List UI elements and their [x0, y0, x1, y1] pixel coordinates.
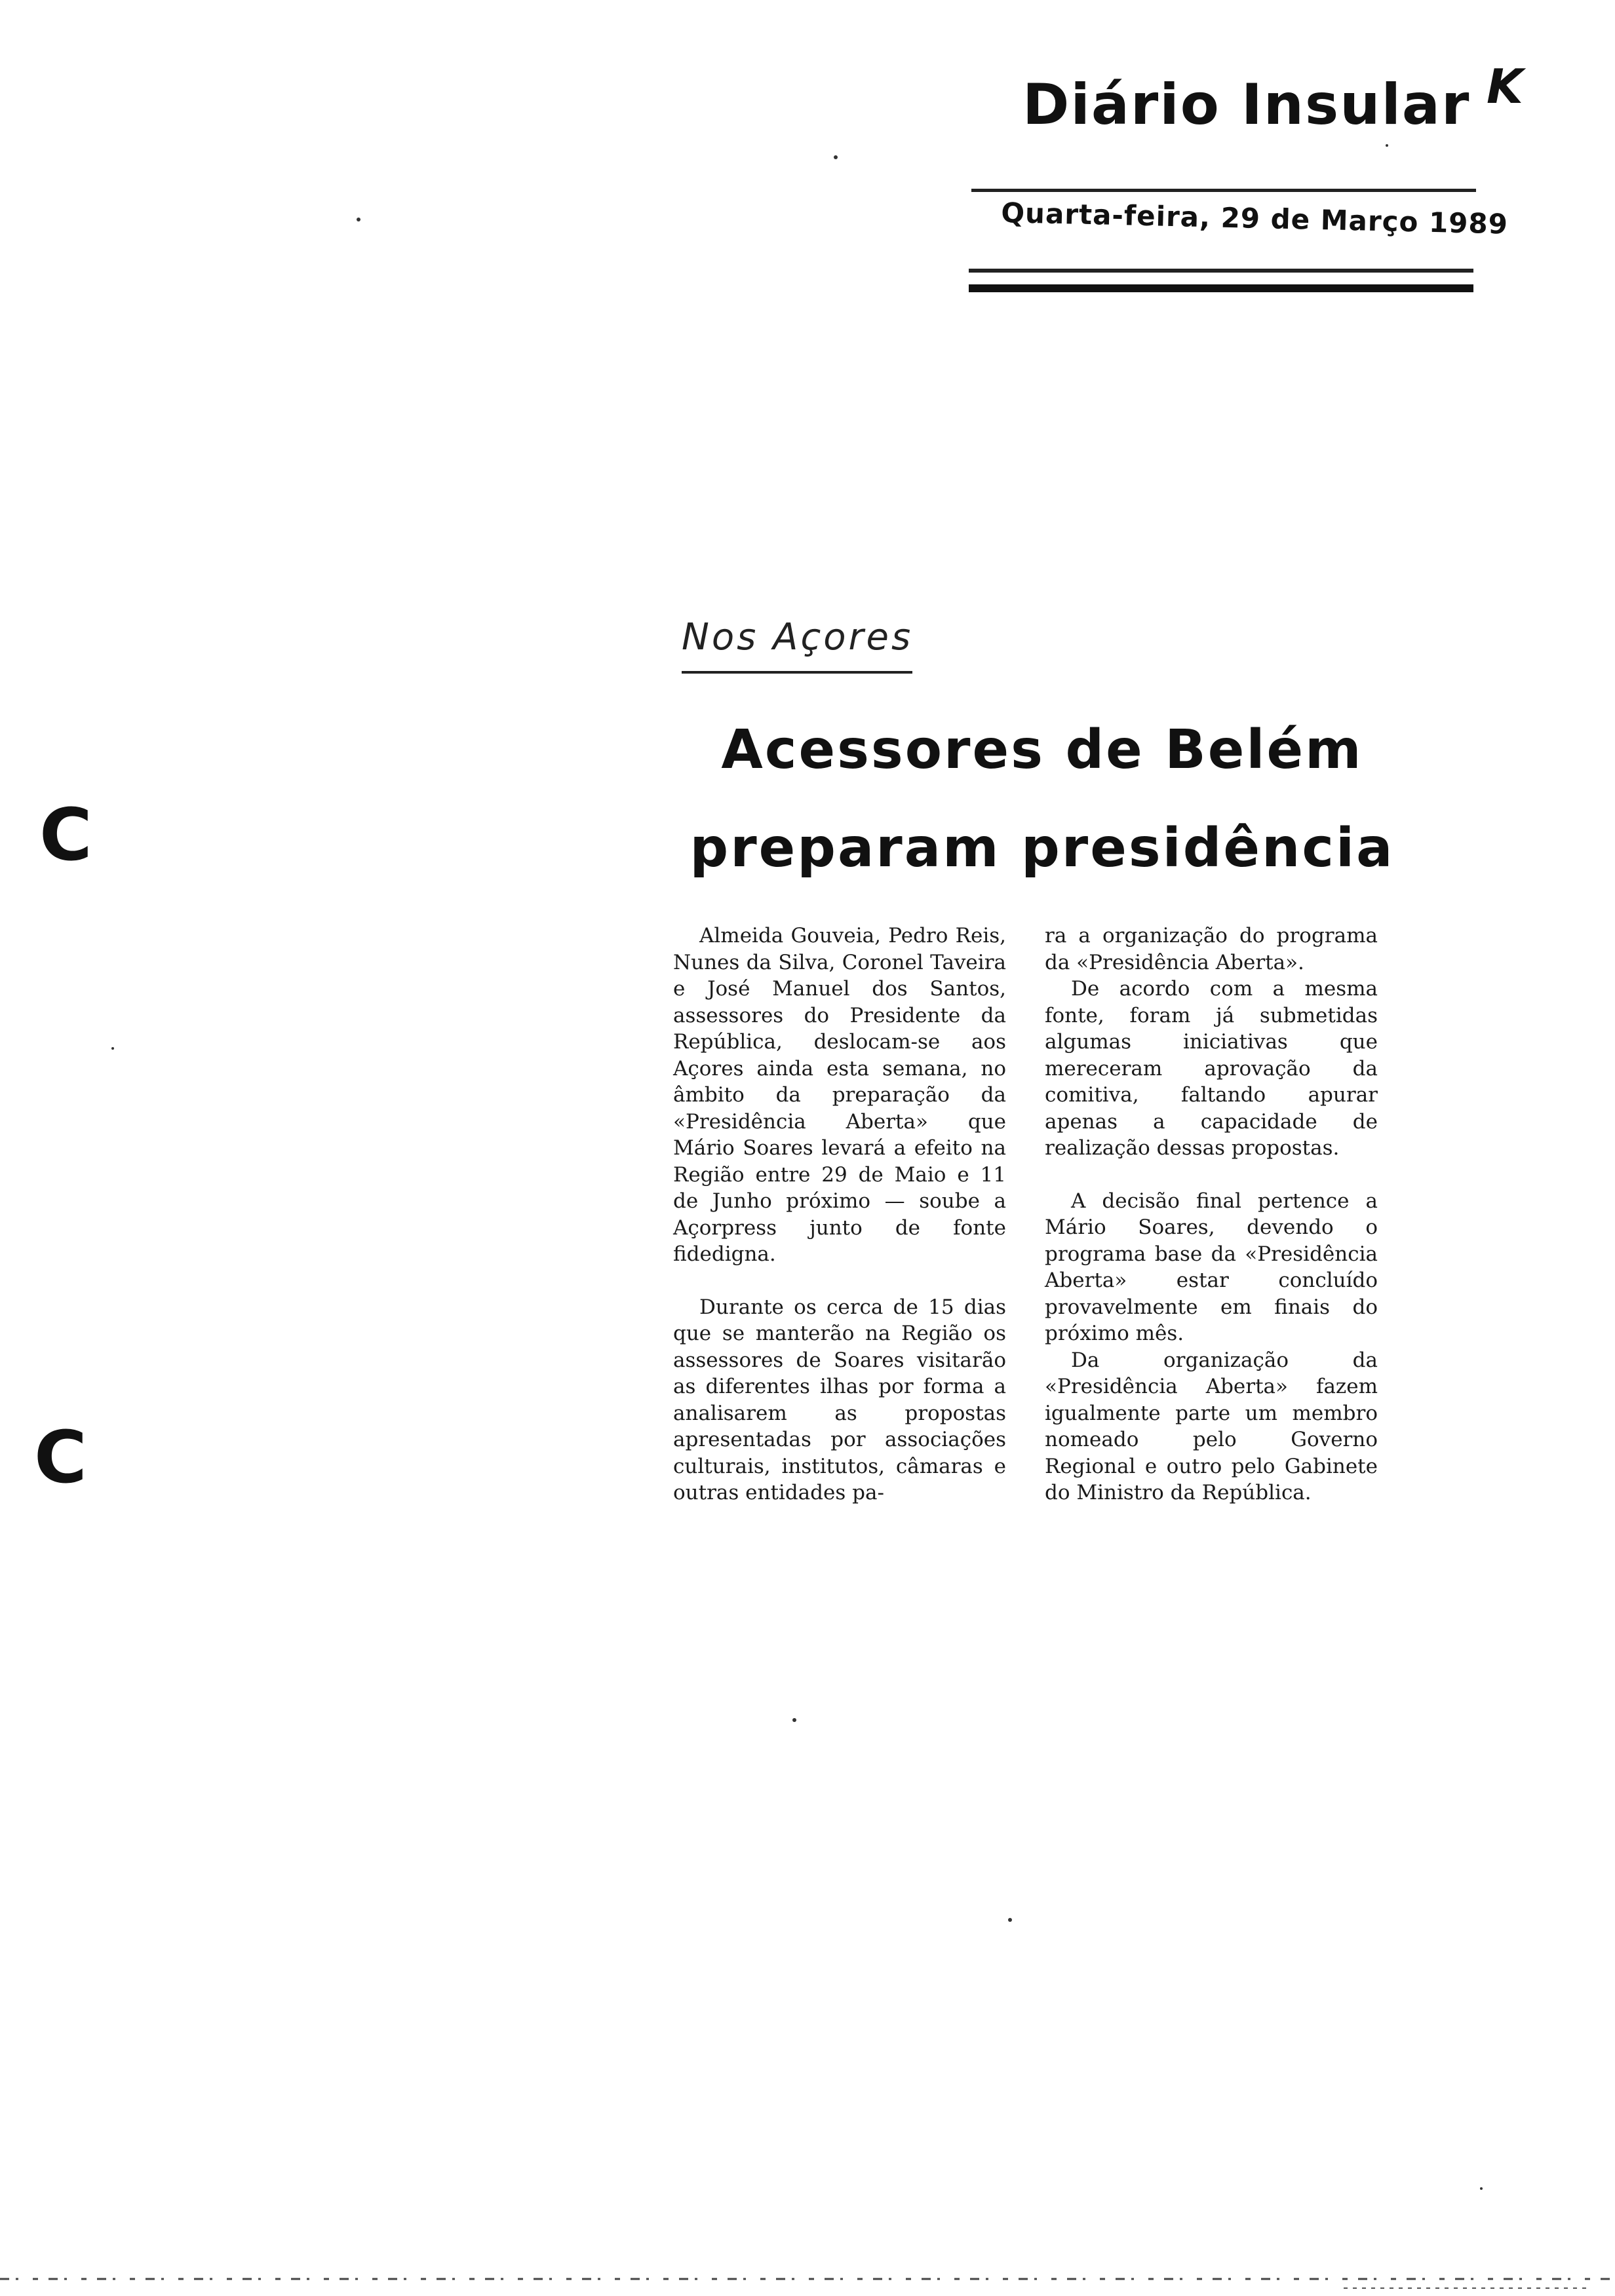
dateline: Quarta-feira, 29 de Março 1989 — [1000, 197, 1509, 240]
column-1-paragraph-1: Almeida Gouveia, Pedro Reis, Nunes da Silva, Coronel Taveira e José Manuel dos Santos, assessores do Presidente da República, deslocam-se aos Açores ainda esta semana, no âmbito da preparação da «Presidência Aberta» que Mário Soares levará a efeito na Região entre 29 de Maio e 11 de Junho próximo — soube a Açorpress junto de fonte fidedigna. — [673, 924, 1006, 1266]
column-2-paragraph-2: De acordo com a mesma fonte, foram já submetidas algumas iniciativas que mereceram aprovação da comitiva, faltando apurar apenas a capacidade de realização dessas propostas. — [1045, 977, 1378, 1160]
corner-mark: K — [1487, 59, 1523, 114]
column-2-paragraph-3: A decisão final pertence a Mário Soares, devendo o programa base da «Presidência Aberta» estar concluído provavelmente em finais do próximo mês. — [1045, 1189, 1378, 1345]
column-2-paragraph-4: Da organização da «Presidência Aberta» fazem igualmente parte um membro nomeado pelo Governo Regional e outro pelo Gabinete do Ministro da República. — [1045, 1348, 1378, 1504]
column-1-paragraph-2: Durante os cerca de 15 dias que se manterão na Região os assessores de Soares visitarão as diferentes ilhas por forma a analisarem as propostas apresentadas por associações culturais, institutos, câmaras e outras entidades pa- — [673, 1295, 1006, 1504]
masthead-double-rule-bottom — [969, 284, 1473, 292]
article-kicker: Nos Açores — [682, 616, 914, 659]
masthead-rule — [971, 189, 1476, 192]
speck — [357, 218, 360, 221]
punch-hole-mark-top: C — [39, 793, 92, 877]
speck — [111, 1047, 114, 1050]
article-column-1 — [673, 923, 1006, 1533]
kicker-underline — [682, 671, 912, 674]
speck — [1008, 1918, 1012, 1922]
speck — [834, 155, 838, 159]
article-headline — [682, 701, 1403, 898]
masthead-title: Diário Insular — [1022, 72, 1471, 138]
speck — [1386, 144, 1388, 147]
speck — [1480, 2187, 1483, 2190]
article-column-2 — [1045, 923, 1378, 1533]
masthead-double-rule-top — [969, 269, 1473, 273]
headline-line-2: preparam presidência — [690, 817, 1395, 879]
punch-hole-mark-bottom: C — [34, 1415, 87, 1499]
speck — [792, 1718, 796, 1722]
headline-line-1: Acessores de Belém — [721, 719, 1363, 781]
column-2-paragraph-1: ra a organização do programa da «Presidência Aberta». — [1045, 924, 1378, 974]
